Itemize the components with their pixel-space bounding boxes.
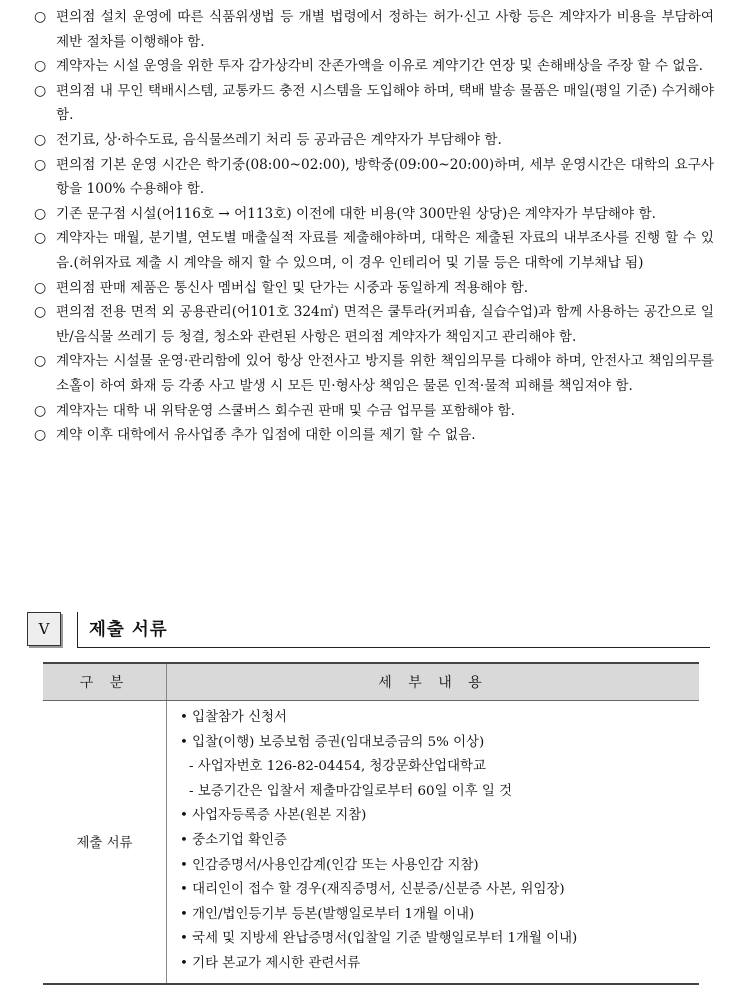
section-header <box>27 612 710 648</box>
notice-list <box>34 5 714 448</box>
notice-text: 편의점 판매 제품은 통신사 멤버십 할인 및 단가는 시중과 동일하게 적용해야 함. <box>56 279 529 296</box>
dot-bullet-icon: • <box>180 955 188 971</box>
item-text: 대리인이 접수 할 경우(재직증명서, 신분증/신분증 사본, 위임장) <box>192 882 565 898</box>
item-text: 보증기간은 입찰서 제출마감일로부터 60일 이후 일 것 <box>197 783 513 799</box>
notice-item <box>34 202 714 227</box>
circle-bullet-icon: ○ <box>34 279 47 296</box>
item-text: 중소기업 확인증 <box>192 832 287 848</box>
notice-item <box>34 128 714 153</box>
circle-bullet-icon: ○ <box>34 131 47 148</box>
notice-item <box>34 5 714 54</box>
list-item <box>180 755 698 780</box>
list-item <box>180 706 698 731</box>
list-item <box>180 804 698 829</box>
circle-bullet-icon: ○ <box>34 353 47 370</box>
notice-text: 편의점 기본 운영 시간은 학기중(08:00~02:00), 방학중(09:00~20:00)하며, 세부 운영시간은 대학의 요구사항을 100% 수용해야 함. <box>56 156 714 198</box>
list-item <box>180 829 698 854</box>
circle-bullet-icon: ○ <box>34 230 47 247</box>
notice-text: 편의점 내 무인 택배시스템, 교통카드 충전 시스템을 도입해야 하며, 택배 발송 물품은 매일(평일 기준) 수거해야 함. <box>56 82 714 124</box>
circle-bullet-icon: ○ <box>34 9 47 25</box>
notice-item <box>34 399 714 424</box>
table-row <box>43 701 699 984</box>
list-item <box>180 878 698 903</box>
notice-text: 전기료, 상·하수도료, 음식물쓰레기 처리 등 공과금은 계약자가 부담해야 함. <box>56 131 502 148</box>
item-text: 입찰(이행) 보증보험 증권(임대보증금의 5% 이상) <box>192 734 485 750</box>
notice-text: 편의점 전용 면적 외 공용관리(어101호 324㎡) 면적은 쿨투라(커피숍, 실습수업)과 함께 사용하는 공간으로 일반/음식물 쓰레기 등 청결, 청소와 관련된 사항은 편의점 계약자가 책임지고 관리해야 함. <box>56 304 714 345</box>
dot-bullet-icon: • <box>180 906 188 922</box>
circle-bullet-icon: ○ <box>34 402 47 419</box>
list-item <box>180 780 698 805</box>
dot-bullet-icon: • <box>180 808 188 824</box>
dot-bullet-icon: • <box>180 882 188 898</box>
item-text: 인감증명서/사용인감계(인감 또는 사용인감 지참) <box>192 857 479 873</box>
notice-text: 계약자는 시설 운영을 위한 투자 감가상각비 잔존가액을 이유로 계약기간 연장 및 손해배상을 주장 할 수 없음. <box>56 58 703 75</box>
notice-text: 계약자는 매월, 분기별, 연도별 매출실적 자료를 제출해야하며, 대학은 제출된 자료의 내부조사를 진행 할 수 있음.(허위자료 제출 시 계약을 해지 할 수 있으며, 이 경우 인테리어 및 기물 등은 대학에 기부채납 됨) <box>56 230 714 271</box>
item-text: 기타 본교가 제시한 관련서류 <box>192 955 361 971</box>
notice-item <box>34 300 714 349</box>
notice-item <box>34 423 714 448</box>
section-title: 제출 서류 <box>89 620 168 640</box>
list-item <box>180 731 698 756</box>
list-item <box>180 927 698 952</box>
column-header-details: 세 부 내 용 <box>167 663 700 701</box>
category-cell: 제출 서류 <box>43 701 167 984</box>
dash-bullet-icon: - <box>189 783 194 799</box>
circle-bullet-icon: ○ <box>34 58 47 75</box>
header-divider <box>77 612 78 648</box>
dash-bullet-icon: - <box>189 759 194 775</box>
item-text: 사업자등록증 사본(원본 지참) <box>192 808 367 824</box>
circle-bullet-icon: ○ <box>34 82 47 99</box>
item-text: 국세 및 지방세 완납증명서(입찰일 기준 발행일로부터 1개월 이내) <box>192 931 578 947</box>
notice-text: 계약 이후 대학에서 유사업종 추가 입점에 대한 이의를 제기 할 수 없음. <box>56 427 476 444</box>
dot-bullet-icon: • <box>180 857 188 873</box>
notice-text: 편의점 설치 운영에 따른 식품위생법 등 개별 법령에서 정하는 허가·신고 사항 등은 계약자가 비용을 부담하여 제반 절차를 이행해야 함. <box>56 9 714 50</box>
notice-text: 계약자는 시설물 운영·관리함에 있어 항상 안전사고 방지를 위한 책임의무를 다해야 하며, 안전사고 책임의무를 소홀이 하여 화재 등 각종 사고 발생 시 모든 민·형사상 책임은 물론 인적·물적 피해를 책임져야 함. <box>56 353 714 394</box>
header-underline <box>77 647 710 648</box>
notice-item <box>34 153 714 202</box>
document-list <box>168 702 698 982</box>
item-text: 개인/법인등기부 등본(발행일로부터 1개월 이내) <box>192 906 475 922</box>
dot-bullet-icon: • <box>180 931 188 947</box>
circle-bullet-icon: ○ <box>34 304 47 321</box>
notice-item <box>34 349 714 398</box>
documents-table <box>43 662 699 985</box>
circle-bullet-icon: ○ <box>34 427 47 444</box>
notice-text: 기존 문구점 시설(어116호 → 어113호) 이전에 대한 비용(약 300만원 상당)은 계약자가 부담해야 함. <box>56 205 656 222</box>
details-cell <box>167 701 700 984</box>
notice-item <box>34 276 714 301</box>
circle-bullet-icon: ○ <box>34 156 47 173</box>
dot-bullet-icon: • <box>180 710 188 725</box>
notice-item <box>34 226 714 275</box>
list-item <box>180 854 698 879</box>
notice-text: 계약자는 대학 내 위탁운영 스쿨버스 회수권 판매 및 수금 업무를 포함해야 함. <box>56 402 515 419</box>
dot-bullet-icon: • <box>180 832 188 848</box>
table-header-row <box>43 663 699 701</box>
item-text: 사업자번호 126-82-04454, 청강문화산업대학교 <box>197 759 486 775</box>
section-number-badge: V <box>27 612 61 646</box>
list-item <box>180 903 698 928</box>
column-header-category: 구 분 <box>43 663 167 701</box>
notice-item <box>34 54 714 79</box>
notice-item <box>34 79 714 128</box>
circle-bullet-icon: ○ <box>34 205 47 222</box>
item-text: 입찰참가 신청서 <box>192 710 287 725</box>
list-item <box>180 952 698 977</box>
dot-bullet-icon: • <box>180 734 188 750</box>
